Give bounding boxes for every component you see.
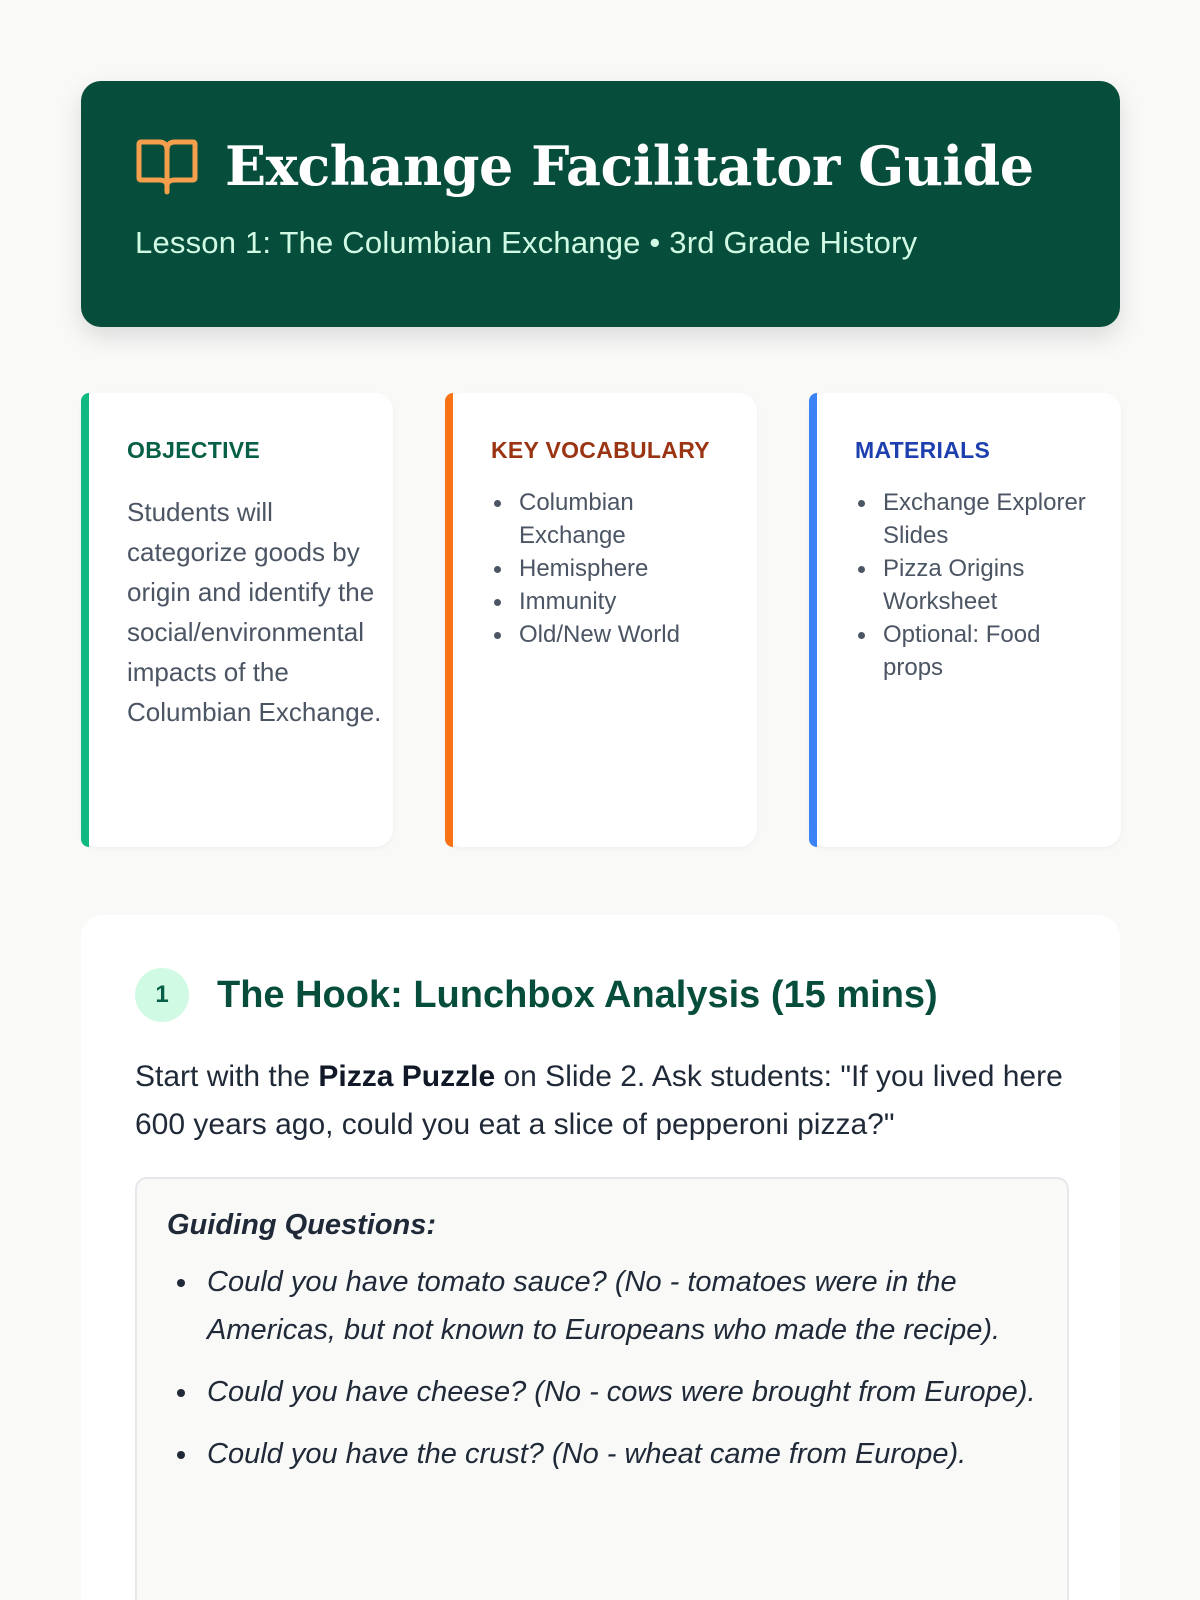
step-intro-highlight: Pizza Puzzle: [318, 1060, 496, 1093]
vocabulary-item: Old/New World: [491, 618, 731, 651]
vocabulary-item: Columbian Exchange: [491, 486, 731, 552]
book-open-icon: [135, 136, 199, 196]
vocabulary-item: Immunity: [491, 585, 731, 618]
materials-card: [809, 393, 1121, 847]
materials-item: Exchange Explorer Slides: [855, 486, 1095, 552]
materials-accent-bar: [809, 393, 817, 847]
objective-card: [81, 393, 393, 847]
materials-list: [855, 486, 1121, 684]
guiding-questions-label: Guiding Questions:: [167, 1209, 437, 1241]
materials-heading: MATERIALS: [855, 437, 991, 463]
step-intro: [135, 1053, 1065, 1149]
step-title: The Hook: Lunchbox Analysis (15 mins): [217, 973, 938, 1016]
step-intro-text: Start with the: [135, 1060, 319, 1093]
vocabulary-heading: KEY VOCABULARY: [491, 437, 710, 463]
vocabulary-list: [491, 486, 757, 651]
objective-accent-bar: [81, 393, 89, 847]
header-title-row: [135, 131, 1066, 201]
page-title: Exchange Facilitator Guide: [225, 134, 1034, 198]
guiding-questions-list: [167, 1258, 1037, 1478]
materials-item: Pizza Origins Worksheet: [855, 552, 1095, 618]
step-intro-text: on Slide 2. Ask students: "If you lived here 600 years ago, could you eat a slice of pepperoni pizza?": [135, 1060, 1063, 1141]
objective-text: Students will categorize goods by origin and identify the social/environmental impacts of the Columbian Exchange.: [127, 497, 382, 727]
step-number-badge: 1: [135, 968, 189, 1022]
step-section: [81, 915, 1120, 1600]
lesson-subtitle: Lesson 1: The Columbian Exchange • 3rd Grade History: [135, 225, 918, 260]
header-banner: [81, 81, 1120, 327]
vocabulary-card: [445, 393, 757, 847]
guiding-question: Could you have tomato sauce? (No - tomatoes were in the Americas, but not known to Europeans who made the recipe).: [167, 1258, 1037, 1354]
objective-heading: OBJECTIVE: [127, 437, 261, 463]
vocabulary-accent-bar: [445, 393, 453, 847]
vocabulary-item: Hemisphere: [491, 552, 731, 585]
materials-item: Optional: Food props: [855, 618, 1095, 684]
guiding-question: Could you have cheese? (No - cows were brought from Europe).: [167, 1368, 1037, 1416]
step-header: [135, 967, 1066, 1023]
guiding-question: Could you have the crust? (No - wheat came from Europe).: [167, 1430, 1037, 1478]
guiding-questions-box: [135, 1177, 1069, 1600]
